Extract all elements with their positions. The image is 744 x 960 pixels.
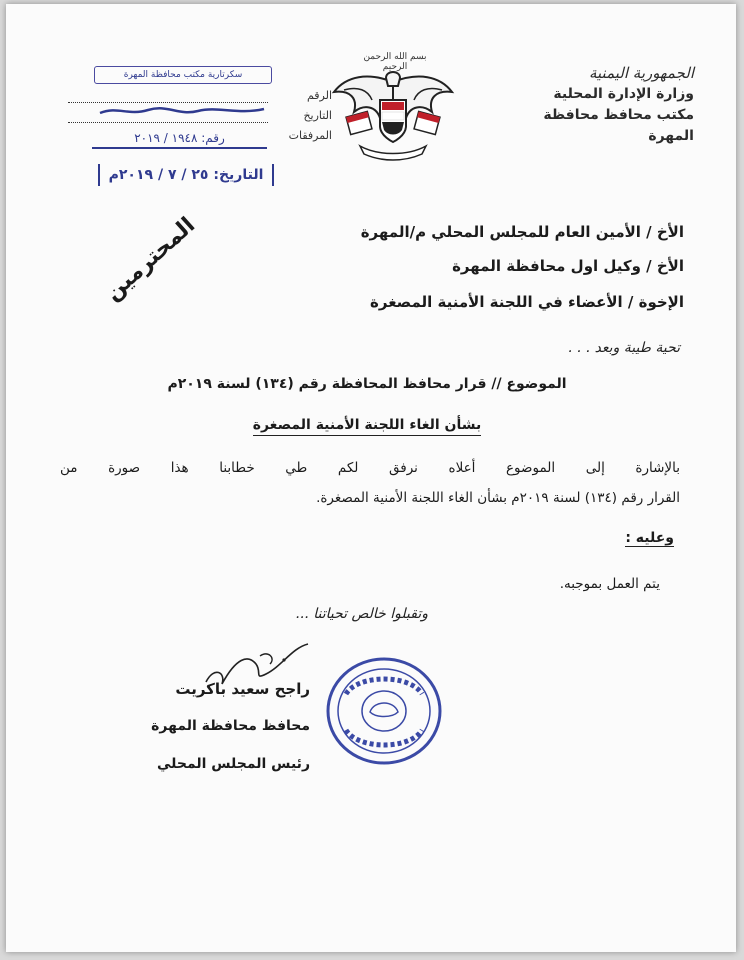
recipient-line: الإخوة / الأعضاء في اللجنة الأمنية المصغرة bbox=[370, 293, 684, 311]
closing-line: وتقبلوا خالص تحياتنا ... bbox=[295, 606, 428, 622]
eagle-emblem-icon bbox=[328, 42, 458, 167]
recipient-line: الأخ / الأمين العام للمجلس المحلي م/المهرة bbox=[360, 223, 684, 241]
subject-line-2-text: بشأن الغاء اللجنة الأمنية المصغرة bbox=[253, 417, 482, 436]
recipient-line: الأخ / وكيل اول محافظة المهرة bbox=[452, 257, 684, 275]
body-paragraph-line-2: القرار رقم (١٣٤) لسنة ٢٠١٩م بشأن الغاء اللجنة الأمنية المصغرة. bbox=[316, 490, 680, 506]
greeting: تحية طيبة وبعد . . . bbox=[567, 340, 680, 356]
action-line: يتم العمل بموجبه. bbox=[559, 576, 660, 592]
number-dotted-line bbox=[68, 90, 268, 103]
respected-salutation bbox=[80, 204, 220, 314]
signatory-title-council: رئيس المجلس المحلي bbox=[156, 756, 310, 772]
signatory-title-governor: محافظ محافظة المهرة bbox=[151, 718, 310, 734]
reference-date: التاريخ: ٢٥ / ٧ / ٢٠١٩م bbox=[98, 164, 274, 186]
number-label: الرقم bbox=[306, 89, 332, 102]
basmala: بسم الله الرحمن الرحيم bbox=[363, 52, 427, 72]
whereas-text: وعليه : bbox=[625, 530, 674, 546]
whereas-heading bbox=[474, 530, 674, 546]
ministry-name: وزارة الإدارة المحلية bbox=[553, 86, 694, 102]
letter-page bbox=[6, 4, 736, 952]
respected-text: المحترمين bbox=[100, 212, 201, 306]
official-seal-icon bbox=[324, 656, 444, 766]
letterhead bbox=[494, 62, 694, 147]
attachments-label: المرفقات bbox=[288, 129, 332, 142]
handwritten-scribble-icon bbox=[98, 104, 266, 118]
signatory-name: راجح سعيد باكريت bbox=[175, 680, 310, 698]
reference-number: رقم: ١٩٤٨ / ٢٠١٩ bbox=[92, 130, 267, 149]
reference-field-labels bbox=[264, 86, 332, 146]
office-name: مكتب محافظ محافظة المهرة bbox=[543, 107, 694, 144]
date-label: التاريخ bbox=[303, 109, 332, 122]
subject-line-2 bbox=[76, 414, 658, 433]
secretariat-stamp: سكرتارية مكتب محافظة المهرة bbox=[94, 66, 272, 84]
subject-line: الموضوع // قرار محافظ المحافظة رقم (١٣٤) لسنة ٢٠١٩م bbox=[167, 376, 567, 392]
republic-name: الجمهورية اليمنية bbox=[588, 64, 694, 82]
body-paragraph-line-1: بالإشارة إلى الموضوع أعلاه نرفق لكم طي خطابنا هذا صورة من bbox=[60, 460, 680, 476]
